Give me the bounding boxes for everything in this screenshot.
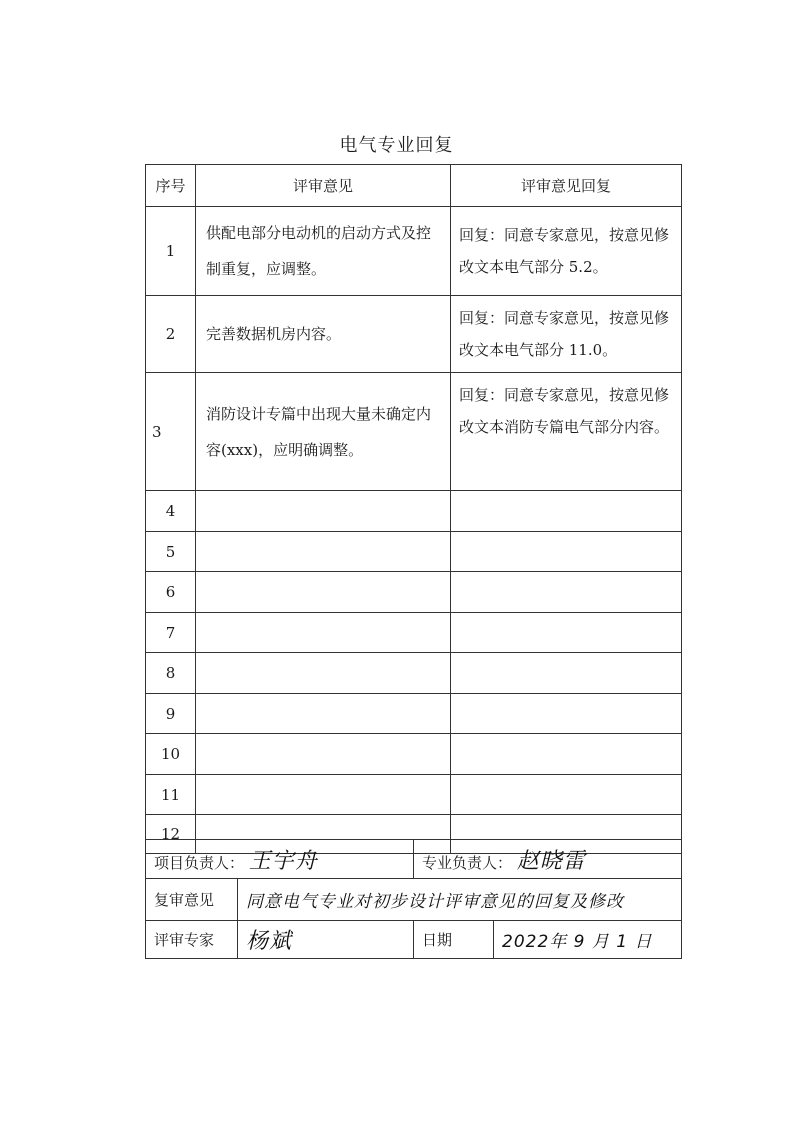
table-row bbox=[146, 734, 682, 775]
table-row bbox=[146, 532, 682, 572]
row-number: 11 bbox=[146, 775, 196, 815]
row-reply: 回复：同意专家意见，按意见修改文本电气部分 11.0。 bbox=[451, 296, 682, 373]
row-reply bbox=[451, 694, 682, 734]
header-index: 序号 bbox=[146, 165, 196, 207]
row-reply: 回复：同意专家意见，按意见修改文本消防专篇电气部分内容。 bbox=[451, 373, 682, 491]
row-opinion: 消防设计专篇中出现大量未确定内容(xxx)，应明确调整。 bbox=[196, 373, 451, 491]
row-opinion bbox=[196, 653, 451, 694]
discipline-lead-signature: 赵晓雷 bbox=[516, 848, 586, 874]
row-opinion bbox=[196, 613, 451, 653]
project-lead-signature: 王宇舟 bbox=[248, 848, 318, 874]
row-number: 4 bbox=[146, 491, 196, 532]
table-row bbox=[146, 491, 682, 532]
discipline-lead-cell bbox=[414, 840, 682, 879]
row-reply bbox=[451, 532, 682, 572]
table-row bbox=[146, 694, 682, 734]
expert-signature: 杨斌 bbox=[246, 929, 293, 954]
row-number: 5 bbox=[146, 532, 196, 572]
row-reply bbox=[451, 613, 682, 653]
table-row bbox=[146, 613, 682, 653]
discipline-lead-label: 专业负责人： bbox=[422, 853, 513, 872]
signoff-row-review bbox=[146, 879, 682, 921]
table-row bbox=[146, 373, 682, 491]
table-row bbox=[146, 653, 682, 694]
review-table bbox=[145, 164, 682, 854]
row-reply bbox=[451, 491, 682, 532]
signoff-row-leads bbox=[146, 840, 682, 879]
signoff-table bbox=[145, 839, 682, 959]
row-reply bbox=[451, 734, 682, 775]
table-row bbox=[146, 296, 682, 373]
row-reply bbox=[451, 775, 682, 815]
row-opinion bbox=[196, 491, 451, 532]
row-opinion: 完善数据机房内容。 bbox=[196, 296, 451, 373]
project-lead-label: 项目负责人： bbox=[154, 853, 245, 872]
row-opinion bbox=[196, 694, 451, 734]
row-number: 1 bbox=[146, 207, 196, 296]
row-opinion: 供配电部分电动机的启动方式及控制重复，应调整。 bbox=[196, 207, 451, 296]
table-header-row bbox=[146, 165, 682, 207]
review-opinion-handwritten: 同意电气专业对初步设计评审意见的回复及修改 bbox=[246, 892, 624, 912]
row-reply bbox=[451, 572, 682, 613]
table-row bbox=[146, 207, 682, 296]
row-number: 8 bbox=[146, 653, 196, 694]
date-handwritten: 2022年 9 月 1 日 bbox=[502, 932, 653, 952]
signoff-row-expert bbox=[146, 921, 682, 959]
row-number: 7 bbox=[146, 613, 196, 653]
date-label: 日期 bbox=[414, 921, 494, 959]
date-cell bbox=[494, 921, 682, 959]
row-reply bbox=[451, 653, 682, 694]
table-row bbox=[146, 775, 682, 815]
row-opinion bbox=[196, 734, 451, 775]
row-number: 9 bbox=[146, 694, 196, 734]
header-reply: 评审意见回复 bbox=[451, 165, 682, 207]
row-reply: 回复：同意专家意见，按意见修改文本电气部分 5.2。 bbox=[451, 207, 682, 296]
project-lead-cell bbox=[146, 840, 414, 879]
row-opinion bbox=[196, 532, 451, 572]
page-title: 电气专业回复 bbox=[339, 135, 454, 156]
row-number: 6 bbox=[146, 572, 196, 613]
row-number: 12 bbox=[146, 815, 196, 854]
review-opinion-cell bbox=[238, 879, 682, 921]
row-opinion bbox=[196, 775, 451, 815]
review-opinion-label: 复审意见 bbox=[146, 879, 238, 921]
header-opinion: 评审意见 bbox=[196, 165, 451, 207]
row-number: 10 bbox=[146, 734, 196, 775]
row-number: 2 bbox=[146, 296, 196, 373]
expert-signature-cell bbox=[238, 921, 414, 959]
expert-label: 评审专家 bbox=[146, 921, 238, 959]
row-number: 3 bbox=[146, 373, 196, 491]
table-row bbox=[146, 572, 682, 613]
row-opinion bbox=[196, 572, 451, 613]
